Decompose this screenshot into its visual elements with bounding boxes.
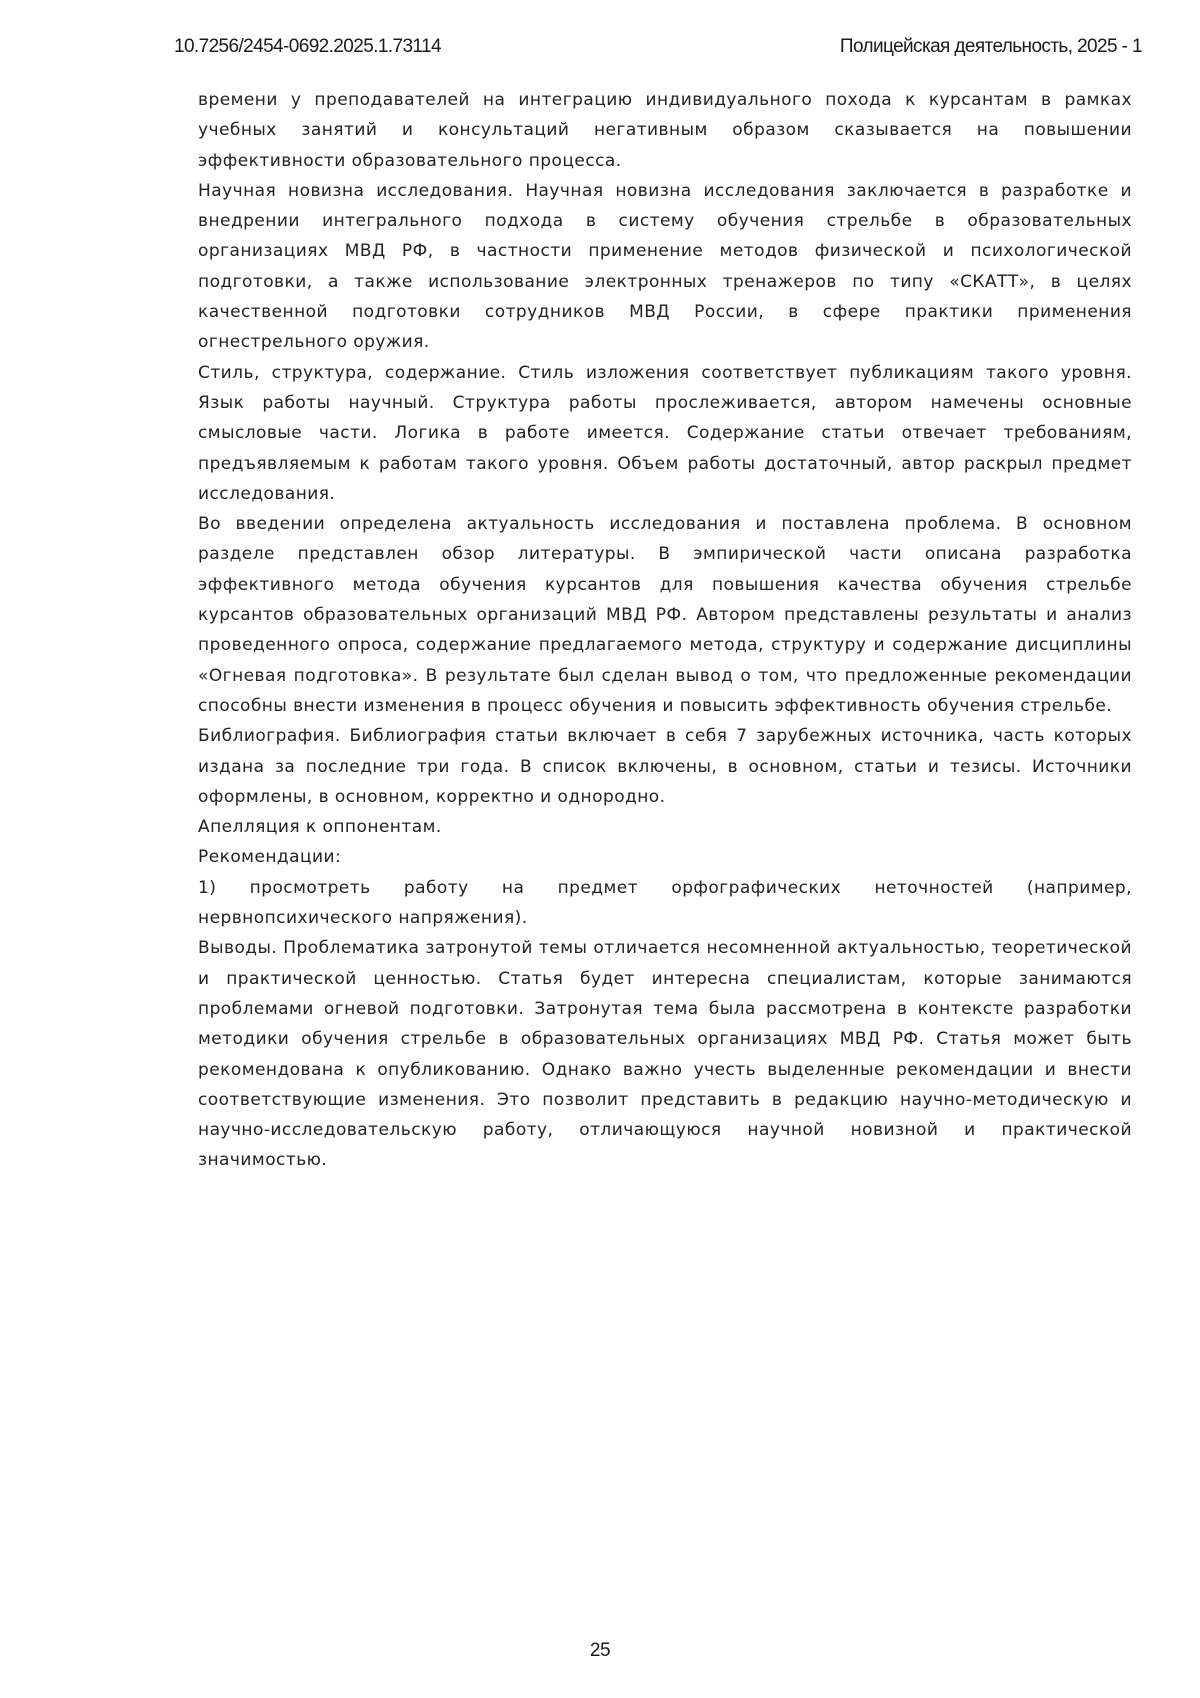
paragraph-introduction-summary: Во введении определена актуальность исследования и поставлена проблема. В основном разделе представлен обзор литературы. В эмпирической части описана разработка эффективного метода обучения курсантов для повышения качества обучения стрельбе курсантов образовательных организаций МВД РФ. Автором представлены результаты и анализ проведенного опроса, содержание предлагаемого метода, структуру и содержание дисциплины «Огневая подготовка». В результате был сделан вывод о том, что предложенные рекомендации способны внести изменения в процесс обучения и повысить эффективность обучения стрельбе. [198, 514, 1132, 716]
paragraph-scientific-novelty: Научная новизна исследования. Научная новизна исследования заключается в разработке и внедрении интегрального подхода в систему обучения стрельбе в образовательных организациях МВД РФ, в частности применение методов физической и психологической подготовки, а также использование электронных тренажеров по типу «СКАТТ», в целях качественной подготовки сотрудников МВД России, в сфере практики применения огнестрельного оружия. [198, 180, 1132, 353]
paragraph-style-structure: Стиль, структура, содержание. Стиль изложения соответствует публикациям такого уровня. Язык работы научный. Структура работы прослеживается, автором намечены основные смысловые части. Логика в работе имеется. Содержание статьи отвечает требованиям, предъявляемым к работам такого уровня. Объем работы достаточный, автор раскрыл предмет исследования. [198, 362, 1132, 504]
doi-label: 10.7256/2454-0692.2025.1.73114 [174, 36, 441, 57]
page-header [174, 36, 1142, 62]
paragraph-appeal-to-opponents: Апелляция к оппонентам. [198, 817, 442, 838]
page-footer [0, 1640, 1200, 1662]
paragraph-intro-continuation: времени у преподавателей на интеграцию индивидуального похода к курсантам в рамках учебных занятий и консультаций негативным образом сказывается на повышении эффективности образовательного процесса. [198, 90, 1132, 171]
article-body [198, 85, 1132, 1176]
paragraph-recommendation-item: 1) просмотреть работу на предмет орфографических неточностей (например, нервнопсихического напряжения). [198, 877, 1132, 929]
page-number: 25 [589, 1640, 611, 1661]
journal-title: Полицейская деятельность, 2025 - 1 [839, 36, 1142, 57]
paragraph-conclusions: Выводы. Проблематика затронутой темы отличается несомненной актуальностью, теоретической и практической ценностью. Статья будет интересна специалистам, которые занимаются проблемами огневой подготовки. Затронутая тема была рассмотрена в контексте разработки методики обучения стрельбе в образовательных организациях МВД РФ. Статья может быть рекомендована к опубликованию. Однако важно учесть выделенные рекомендации и внести соответствующие изменения. Это позволит представить в редакцию научно-методическую и научно-исследовательскую работу, отличающуюся научной новизной и практической значимостью. [198, 938, 1132, 1171]
paragraph-recommendations-heading: Рекомендации: [198, 847, 342, 868]
paragraph-bibliography: Библиография. Библиография статьи включает в себя 7 зарубежных источника, часть которых издана за последние три года. В список включены, в основном, статьи и тезисы. Источники оформлены, в основном, корректно и однородно. [198, 726, 1132, 807]
